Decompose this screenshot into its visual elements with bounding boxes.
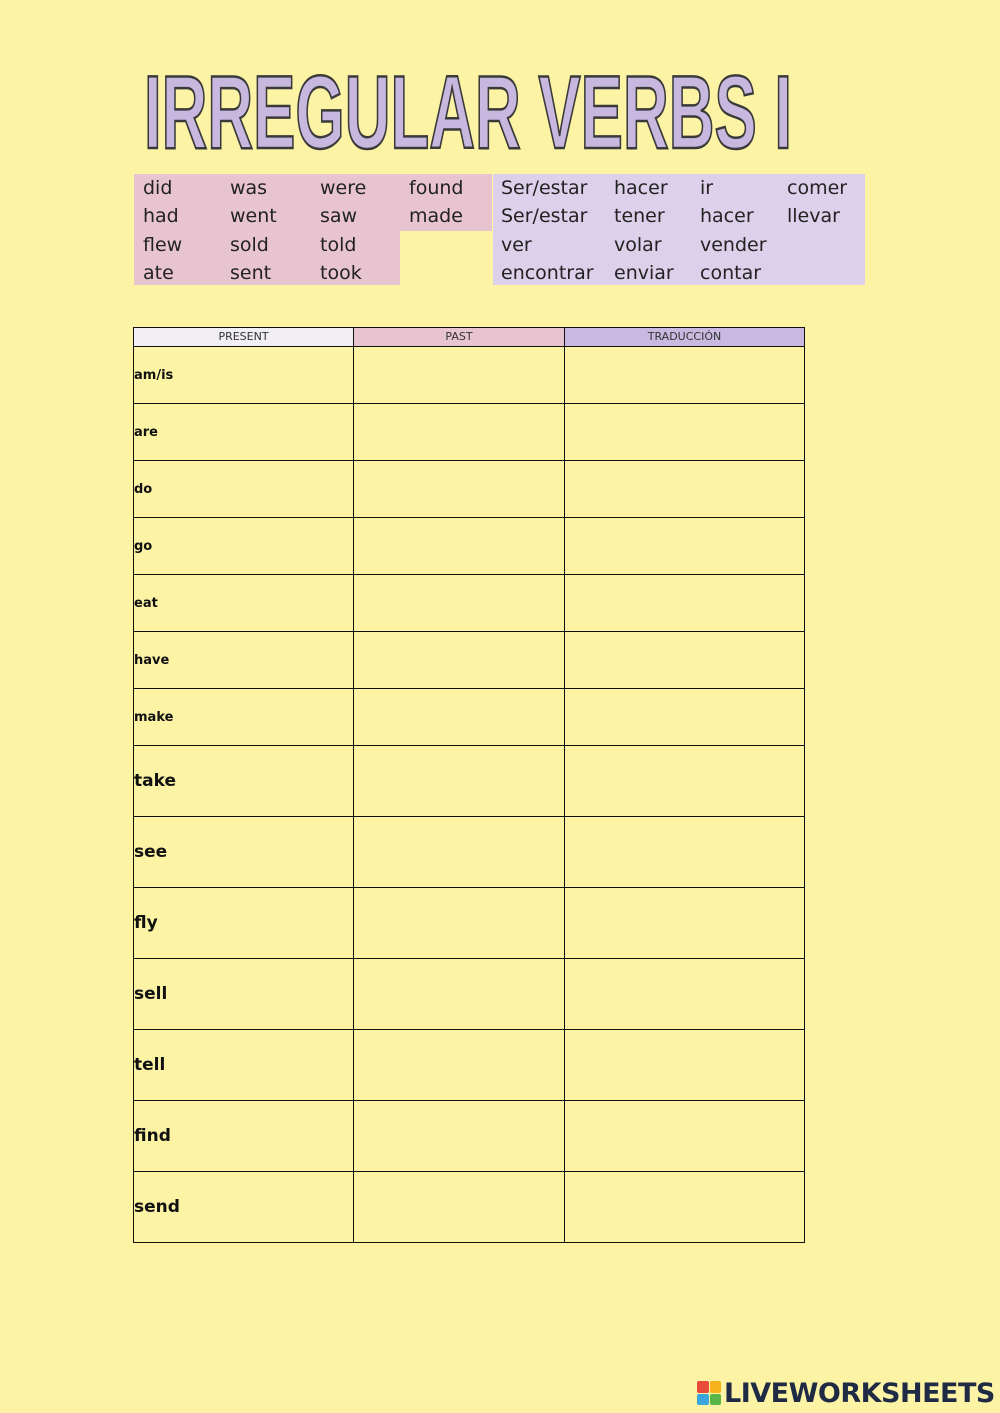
page-title	[140, 48, 820, 163]
past-answer-field[interactable]	[354, 1030, 565, 1101]
present-verb: are	[134, 404, 354, 461]
bank-translation: Ser/estar	[501, 177, 588, 199]
translation-answer-field[interactable]	[565, 1030, 805, 1101]
translation-answer-field[interactable]	[565, 746, 805, 817]
bank-word: had	[143, 205, 179, 227]
liveworksheets-mark-icon	[697, 1381, 721, 1405]
table-row	[134, 888, 805, 959]
past-answer-field[interactable]	[354, 746, 565, 817]
present-verb: sell	[134, 959, 354, 1030]
bank-word: found	[409, 177, 464, 199]
present-verb: take	[134, 746, 354, 817]
bank-word: told	[320, 234, 357, 256]
translation-answer-field[interactable]	[565, 575, 805, 632]
past-answer-field[interactable]	[354, 575, 565, 632]
translation-answer-field[interactable]	[565, 632, 805, 689]
present-verb: fly	[134, 888, 354, 959]
header-translation: TRADUCCIÓN	[565, 328, 805, 347]
table-row	[134, 1030, 805, 1101]
bank-translation: llevar	[787, 205, 840, 227]
translation-answer-field[interactable]	[565, 1172, 805, 1243]
verbs-table	[133, 327, 805, 1243]
table-row	[134, 632, 805, 689]
translation-answer-field[interactable]	[565, 461, 805, 518]
past-answer-field[interactable]	[354, 518, 565, 575]
present-verb: am/is	[134, 347, 354, 404]
table-row	[134, 404, 805, 461]
present-verb: go	[134, 518, 354, 575]
bank-translation: ver	[501, 234, 532, 256]
past-answer-field[interactable]	[354, 689, 565, 746]
translation-answer-field[interactable]	[565, 689, 805, 746]
past-answer-field[interactable]	[354, 959, 565, 1030]
bank-word: was	[230, 177, 268, 199]
present-verb: do	[134, 461, 354, 518]
present-verb: send	[134, 1172, 354, 1243]
past-answer-field[interactable]	[354, 1101, 565, 1172]
bank-translation: hacer	[614, 177, 668, 199]
bank-translation: volar	[614, 234, 662, 256]
present-verb: tell	[134, 1030, 354, 1101]
past-answer-field[interactable]	[354, 404, 565, 461]
bank-translation: enviar	[614, 262, 674, 284]
translation-answer-field[interactable]	[565, 817, 805, 888]
translation-answer-field[interactable]	[565, 959, 805, 1030]
bank-translation: comer	[787, 177, 848, 199]
past-answer-field[interactable]	[354, 347, 565, 404]
past-answer-field[interactable]	[354, 817, 565, 888]
logo-text: LIVEWORKSHEETS	[724, 1377, 995, 1409]
past-answer-field[interactable]	[354, 888, 565, 959]
table-header-row	[134, 328, 805, 347]
table-row	[134, 518, 805, 575]
present-verb: have	[134, 632, 354, 689]
table-row	[134, 1101, 805, 1172]
bank-translation: vender	[700, 234, 767, 256]
translation-answer-field[interactable]	[565, 404, 805, 461]
present-verb: see	[134, 817, 354, 888]
bank-translation: ir	[700, 177, 714, 199]
present-verb: eat	[134, 575, 354, 632]
translation-answer-field[interactable]	[565, 1101, 805, 1172]
present-verb: find	[134, 1101, 354, 1172]
translation-answer-field[interactable]	[565, 888, 805, 959]
bank-word: went	[230, 205, 277, 227]
translation-answer-field[interactable]	[565, 347, 805, 404]
table-row	[134, 689, 805, 746]
header-present: PRESENT	[134, 328, 354, 347]
table-row	[134, 347, 805, 404]
bank-translation: encontrar	[501, 262, 594, 284]
bank-word: saw	[320, 205, 358, 227]
table-row	[134, 1172, 805, 1243]
bank-translation: Ser/estar	[501, 205, 588, 227]
bank-translation: hacer	[700, 205, 754, 227]
bank-word: sold	[230, 234, 269, 256]
liveworksheets-logo[interactable]	[697, 1376, 995, 1410]
translation-answer-field[interactable]	[565, 518, 805, 575]
bank-word: flew	[143, 234, 183, 256]
bank-translation: tener	[614, 205, 665, 227]
table-row	[134, 461, 805, 518]
bank-word: ate	[143, 262, 174, 284]
header-past: PAST	[354, 328, 565, 347]
table-row	[134, 959, 805, 1030]
title-text: IRREGULAR VERBS I	[144, 55, 792, 163]
past-answer-field[interactable]	[354, 632, 565, 689]
bank-word: made	[409, 205, 463, 227]
bank-word: did	[143, 177, 173, 199]
bank-word: were	[320, 177, 367, 199]
present-verb: make	[134, 689, 354, 746]
table-row	[134, 817, 805, 888]
table-row	[134, 746, 805, 817]
bank-word: sent	[230, 262, 272, 284]
past-answer-field[interactable]	[354, 461, 565, 518]
bank-word: took	[320, 262, 362, 284]
bank-translation: contar	[700, 262, 762, 284]
past-answer-field[interactable]	[354, 1172, 565, 1243]
title-art	[140, 48, 820, 163]
table-row	[134, 575, 805, 632]
